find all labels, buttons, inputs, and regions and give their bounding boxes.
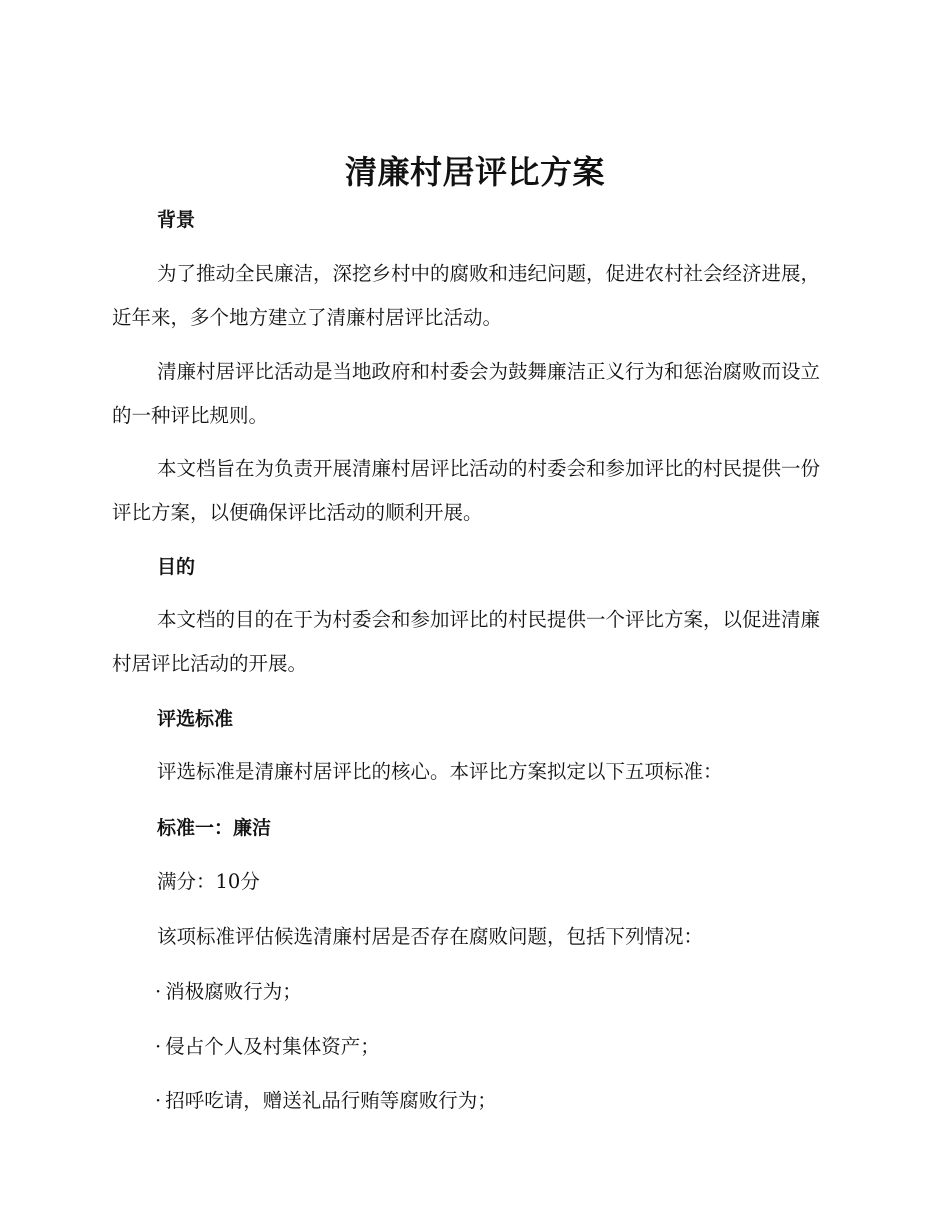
bullet-icon: · (155, 1035, 162, 1058)
standard-one-heading: 标准一：廉洁 (157, 817, 272, 839)
bullet-icon: · (155, 980, 162, 1003)
background-paragraph-2: 清廉村居评比活动是当地政府和村委会为鼓舞廉洁正义行为和惩治腐败而设立的一种评比规则。 (112, 360, 821, 427)
section-heading-criteria: 评选标准 (157, 708, 234, 730)
background-paragraph-1: 为了推动全民廉洁，深挖乡村中的腐败和违纪问题，促进农村社会经济进展，近年来，多个地方建立了清廉村居评比活动。 (112, 262, 821, 329)
standard-one-description: 该项标准评估候选清廉村居是否存在腐败问题，包括下列情况： (157, 925, 704, 948)
list-item (155, 1087, 497, 1115)
list-item-text: 侵占个人及村集体资产； (165, 1035, 380, 1058)
list-item (155, 1033, 380, 1061)
list-item (155, 978, 302, 1006)
list-item-text: 招呼吃请，赠送礼品行贿等腐败行为； (165, 1089, 497, 1112)
purpose-paragraph-1: 本文档的目的在于为村委会和参加评比的村民提供一个评比方案，以促进清廉村居评比活动的开展。 (112, 608, 821, 675)
bullet-icon: · (155, 1089, 162, 1112)
document-title: 清廉村居评比方案 (344, 153, 605, 191)
list-item-text: 消极腐败行为； (165, 980, 302, 1003)
criteria-intro: 评选标准是清廉村居评比的核心。本评比方案拟定以下五项标准： (157, 760, 723, 783)
standard-one-score: 满分：10分 (157, 870, 260, 893)
background-paragraph-3: 本文档旨在为负责开展清廉村居评比活动的村委会和参加评比的村民提供一份评比方案，以便确保评比活动的顺利开展。 (112, 457, 821, 524)
section-heading-purpose: 目的 (157, 556, 196, 578)
section-heading-background: 背景 (157, 209, 196, 231)
